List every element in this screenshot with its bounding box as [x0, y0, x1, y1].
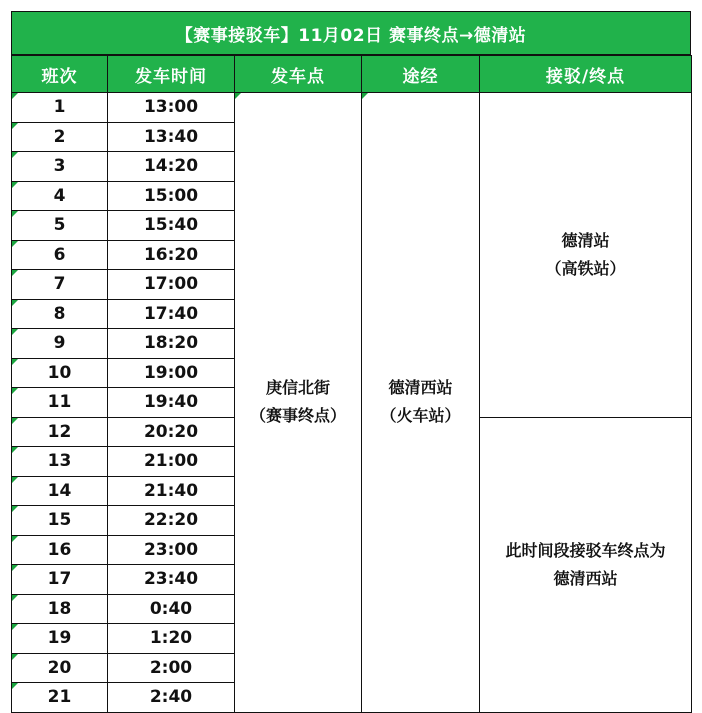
schedule-body [12, 93, 692, 713]
shift-number-cell: 21 [12, 683, 108, 713]
terminal-cell-high-speed-line2: （高铁站） [545, 258, 626, 278]
terminal-cell-west-station-line2: 德清西站 [553, 568, 618, 588]
shift-number-cell: 3 [12, 152, 108, 182]
departure-time-cell: 1:20 [108, 624, 235, 654]
schedule-sheet [11, 11, 691, 713]
departure-time-cell: 2:40 [108, 683, 235, 713]
shift-number-cell: 18 [12, 594, 108, 624]
departure-point-cell [235, 93, 362, 713]
departure-time-cell: 19:00 [108, 358, 235, 388]
shift-number-cell: 17 [12, 565, 108, 595]
shift-number-cell: 11 [12, 388, 108, 418]
departure-time-cell: 18:20 [108, 329, 235, 359]
shift-number-cell: 12 [12, 417, 108, 447]
shift-number-cell: 20 [12, 653, 108, 683]
departure-time-cell: 22:20 [108, 506, 235, 536]
departure-time-cell: 13:00 [108, 93, 235, 123]
departure-point-cell-line2: （赛事终点） [249, 406, 346, 426]
shift-number-cell: 9 [12, 329, 108, 359]
departure-time-cell: 20:20 [108, 417, 235, 447]
departure-point-cell-line1: 庚信北街 [265, 378, 330, 398]
departure-time-cell: 23:40 [108, 565, 235, 595]
shift-number-cell: 15 [12, 506, 108, 536]
terminal-cell-west-station-line1: 此时间段接驳车终点为 [505, 540, 666, 560]
shift-number-cell: 10 [12, 358, 108, 388]
terminal-cell-high-speed [480, 93, 692, 418]
departure-time-cell: 14:20 [108, 152, 235, 182]
shift-number-cell: 5 [12, 211, 108, 241]
shift-number-cell: 6 [12, 240, 108, 270]
departure-time-cell: 15:40 [108, 211, 235, 241]
departure-time-cell: 17:00 [108, 270, 235, 300]
departure-time-cell: 17:40 [108, 299, 235, 329]
departure-time-cell: 19:40 [108, 388, 235, 418]
shift-number-cell: 13 [12, 447, 108, 477]
shift-number-cell: 1 [12, 93, 108, 123]
header-departure-point: 发车点 [235, 56, 362, 93]
departure-time-cell: 21:40 [108, 476, 235, 506]
schedule-title: 【赛事接驳车】11月02日 赛事终点→德清站 [11, 11, 691, 55]
departure-time-cell: 15:00 [108, 181, 235, 211]
terminal-cell-high-speed-line1: 德清站 [561, 230, 610, 250]
shift-number-cell: 19 [12, 624, 108, 654]
departure-time-cell: 13:40 [108, 122, 235, 152]
departure-time-cell: 21:00 [108, 447, 235, 477]
departure-time-cell: 23:00 [108, 535, 235, 565]
header-departure-time: 发车时间 [108, 56, 235, 93]
departure-time-cell: 2:00 [108, 653, 235, 683]
shift-number-cell: 16 [12, 535, 108, 565]
terminal-cell-west-station [480, 417, 692, 712]
via-cell-line1: 德清西站 [388, 378, 453, 398]
shift-number-cell: 7 [12, 270, 108, 300]
shift-number-cell: 8 [12, 299, 108, 329]
shift-number-cell: 2 [12, 122, 108, 152]
shift-number-cell: 14 [12, 476, 108, 506]
schedule-table [11, 55, 692, 713]
via-cell [362, 93, 480, 713]
header-via: 途经 [362, 56, 480, 93]
header-shift-no: 班次 [12, 56, 108, 93]
header-terminal: 接驳/终点 [480, 56, 692, 93]
header-row [12, 56, 692, 93]
table-row [12, 93, 692, 123]
departure-time-cell: 16:20 [108, 240, 235, 270]
via-cell-line2: （火车站） [380, 406, 461, 426]
shift-number-cell: 4 [12, 181, 108, 211]
departure-time-cell: 0:40 [108, 594, 235, 624]
